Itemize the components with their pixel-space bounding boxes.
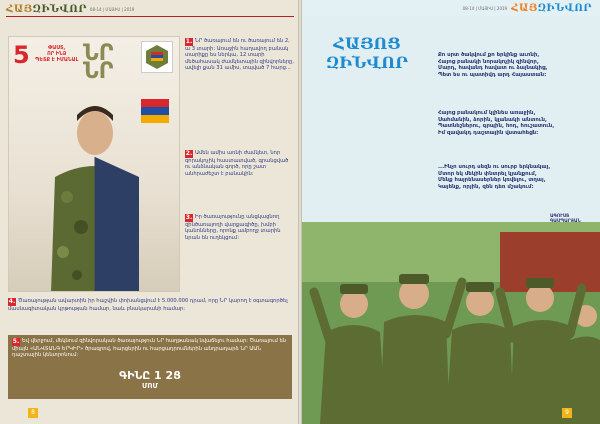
fact-number: 2. [185,150,193,157]
fact-number: 4. [8,298,16,305]
fact-number: 3. [185,214,193,221]
poem-stanza-3: ...Ինչո սուրդ սեզն ու սուրբ երկնակայ, Մտոր եկ մեկին փնտրել կյանքում, Մենք հայրենասերներ կռվելու, տղայ, Կայենք, որյին, զեն դեռ մշակում: [438,164,551,190]
fact-text: ՆՐ ծառայում են ու ծառայում են 2, ա 3 տարի: Առաջին հաղավող բանակ տարիքը ես ներկա, 12 տարի մեծահասակ ժամկետային զինվորները, ավելի քան 31 ամիս, տպված 7 հարց... [185,38,295,72]
left-header [6,3,134,15]
fact-text: Իր ծառայությունը անցկացնող զինծառայողի վարքագիծը, խմբի կանոնները, որոնք ամբողջ տարին նրան են ուղեկցում: [185,214,281,241]
fact-number: 1. [185,38,193,45]
poem-stanza-1: Քո սրտ ծակվում քո երկինք աւոնի, Հայոց բանակի նորակոչիկ զինվոր, Մարդ, հավանդ հավատ ու ձայնակից, Պետ ես ու պատիվդ արդ Հայաստան: [438,52,548,78]
right-page [300,0,600,424]
price-box [8,367,292,399]
emblem-icon [141,41,173,73]
fact-text: Ծառայության ավարտին իր հաշվին փոխանցվում է 5.000.000 դրամ, որը ՆՐ կարող է օգտագործել մասնագիտական կրթության համար, նաև բնակարանի համար: [8,298,288,312]
right-logo: ՀԱՅԶԻՆՎՈՐ [511,3,592,14]
right-header [463,3,592,14]
fact-item-1 [185,38,295,72]
left-issue-meta: 08-14 | ՄԱՅԻՍ | 2019 [89,6,135,12]
fact-item-5 [8,335,292,367]
poem-stanza-2: Հայոց բանակում կլինես առաջին, Սահմանին, ձորին, կլանակի անտուն, Պատնեշներու, գրպին, հոդ, հուշատուն, Իմ զավակդ դաշտային վստահեցն: [438,110,555,136]
left-logo: ՀԱՅԶԻՆՎՈՐ [6,3,87,15]
header-rule [6,16,294,17]
fact-item-4 [8,298,292,312]
panel-caption: ՓԱՍՏ, ՈՐ ԻՆՁ ՊԵՏՔ Է ԻՄԱՆԱԼ [35,45,79,63]
fact-text: Ամեն ամիս առնի ժամկետ, նոր զորակոչիկ հաստատված, գրանցված ու անձնական գործ, որը շատ անհրաժեշտ է բանակին: [185,150,289,177]
poem-author: ԱԳՈՒՍՏ [550,214,570,219]
fact-item-3 [185,214,295,241]
poem-title: ՀԱՅՈՑ ԶԻՆՎՈՐ [325,34,409,72]
spine-gutter [298,0,302,424]
fact-text: Եվ վերջում, մեկնում զինվորական ծառայություն ՆՐ հաղթանակ նվաճելու համար: Ծառայում են միայն «ԱՆՎՏԱՆԳ ԵՐԿԻՐ» ծրագրով, հարցերին ու հարցադրումներին անդրադարձ ՆՐ ԱԱՆ դաշտային կենտրոնում: [12,338,287,359]
page-number-left: 8 [28,408,38,418]
panel-big-text: ՆՐ ՆՐ [83,41,114,84]
price-subtitle: ՄՈՄ [141,382,159,390]
page-number-right: 9 [562,408,572,418]
soldier-figure [11,77,179,292]
right-issue-meta: 08-14 | ՄԱՅԻՍ | 2019 [462,6,508,11]
price-label: ԳԻՆԸ 1 2Ց [119,369,181,382]
fact-item-2 [185,150,295,177]
soldier-photo-panel [8,36,180,292]
fact-number: 5. [12,338,20,345]
soldiers-group-photo [300,222,600,424]
big-number: 5 [13,41,30,69]
